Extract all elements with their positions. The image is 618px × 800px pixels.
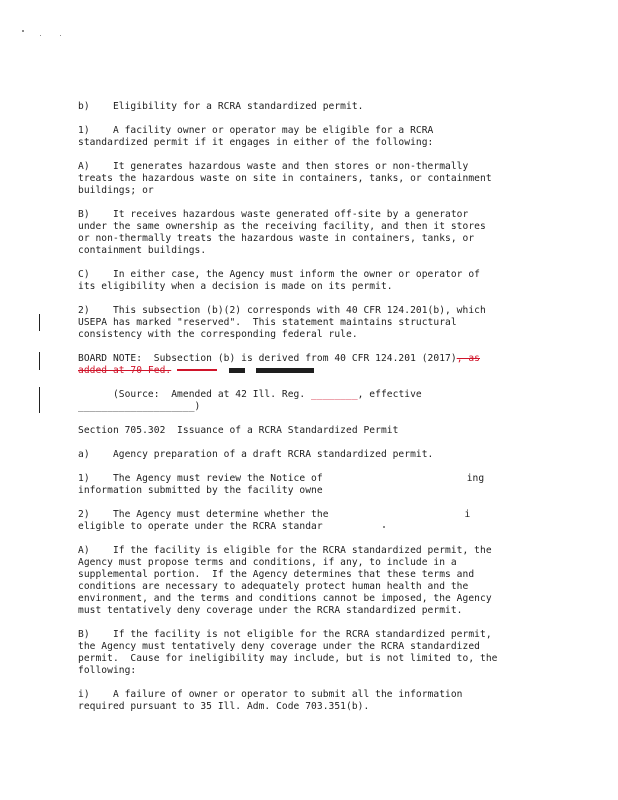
paragraph-line: conditions are necessary to adequately protect human health and the — [78, 581, 469, 592]
paragraph-line: eligible to operate under the RCRA standar — [78, 521, 323, 532]
source-note-text: (Source: Amended at 42 Ill. Reg. — [78, 389, 312, 400]
board-note-line — [78, 353, 480, 365]
paragraph-line: treats the hazardous waste on site in containers, tanks, or containment — [78, 173, 492, 184]
paragraph-line: i) A failure of owner or operator to submit all the information — [78, 689, 463, 700]
paragraph-line: buildings; or — [78, 185, 154, 196]
deleted-text: added at 70 Fed. — [78, 365, 172, 376]
board-note-text: BOARD NOTE: Subsection (b) is derived from 40 CFR 124.201 (2017) — [78, 353, 457, 364]
source-note-text: , effective — [357, 389, 422, 400]
paragraph-line: or non-thermally treats the hazardous waste in containers, tanks, or — [78, 233, 475, 244]
revision-bar — [39, 314, 40, 331]
paragraph-line — [78, 509, 470, 521]
section-heading: Section 705.302 Issuance of a RCRA Standardized Permit — [78, 425, 399, 436]
scan-speck — [22, 30, 24, 32]
paragraph-line: Agency must propose terms and conditions, if any, to include in a — [78, 557, 457, 568]
revision-bar — [39, 352, 40, 370]
paragraph-line: B) It receives hazardous waste generated off-site by a generator — [78, 209, 469, 220]
scan-speck — [60, 35, 61, 36]
paragraph-text: 1) The Agency must review the Notice of — [78, 473, 323, 484]
paragraph-line: under the same ownership as the receiving facility, and then it stores — [78, 221, 486, 232]
paragraph-line: A) It generates hazardous waste and then stores or non-thermally — [78, 161, 469, 172]
paragraph-line: supplemental portion. If the Agency determines that these terms and — [78, 569, 475, 580]
redaction-mark — [256, 368, 314, 373]
subsection-b-heading: b) Eligibility for a RCRA standardized permit. — [78, 101, 364, 112]
scan-speck — [383, 526, 385, 528]
paragraph-line: information submitted by the facility owne — [78, 485, 323, 496]
paragraph-line: its eligibility when a decision is made on its permit. — [78, 281, 393, 292]
revision-bar — [39, 387, 40, 413]
paragraph-line: containment buildings. — [78, 245, 207, 256]
paragraph-text: ing — [466, 473, 485, 484]
paragraph-line: A) If the facility is eligible for the RCRA standardized permit, the — [78, 545, 492, 556]
paragraph-line: standardized permit if it engages in either of the following: — [78, 137, 434, 148]
paragraph-line: the Agency must tentatively deny coverage under the RCRA standardized — [78, 641, 480, 652]
redaction-mark — [177, 369, 217, 371]
paragraph-line: B) If the facility is not eligible for the RCRA standardized permit, — [78, 629, 492, 640]
paragraph-line: 2) This subsection (b)(2) corresponds with 40 CFR 124.201(b), which — [78, 305, 486, 316]
redaction-mark — [229, 368, 245, 373]
source-note-line: ____________________) — [78, 401, 201, 412]
paragraph-line: USEPA has marked "reserved". This statement maintains structural — [78, 317, 457, 328]
paragraph-line: required pursuant to 35 Ill. Adm. Code 703.351(b). — [78, 701, 370, 712]
paragraph-line — [78, 473, 484, 485]
paragraph-line: 1) A facility owner or operator may be eligible for a RCRA — [78, 125, 434, 136]
inserted-blank: ________ — [311, 389, 358, 400]
paragraph-text: i — [464, 509, 471, 520]
board-note-line — [78, 365, 314, 377]
paragraph-text: 2) The Agency must determine whether the — [78, 509, 329, 520]
paragraph-line: a) Agency preparation of a draft RCRA standardized permit. — [78, 449, 434, 460]
source-note-line — [78, 389, 422, 401]
paragraph-line: C) In either case, the Agency must inform the owner or operator of — [78, 269, 480, 280]
paragraph-line: must tentatively deny coverage under the RCRA standardized permit. — [78, 605, 463, 616]
scan-speck — [40, 35, 41, 36]
paragraph-line: environment, and the terms and conditions cannot be imposed, the Agency — [78, 593, 492, 604]
paragraph-line: consistency with the corresponding federal rule. — [78, 329, 358, 340]
deleted-text: , as — [456, 353, 480, 364]
paragraph-line: following: — [78, 665, 137, 676]
paragraph-line: permit. Cause for ineligibility may include, but is not limited to, the — [78, 653, 498, 664]
